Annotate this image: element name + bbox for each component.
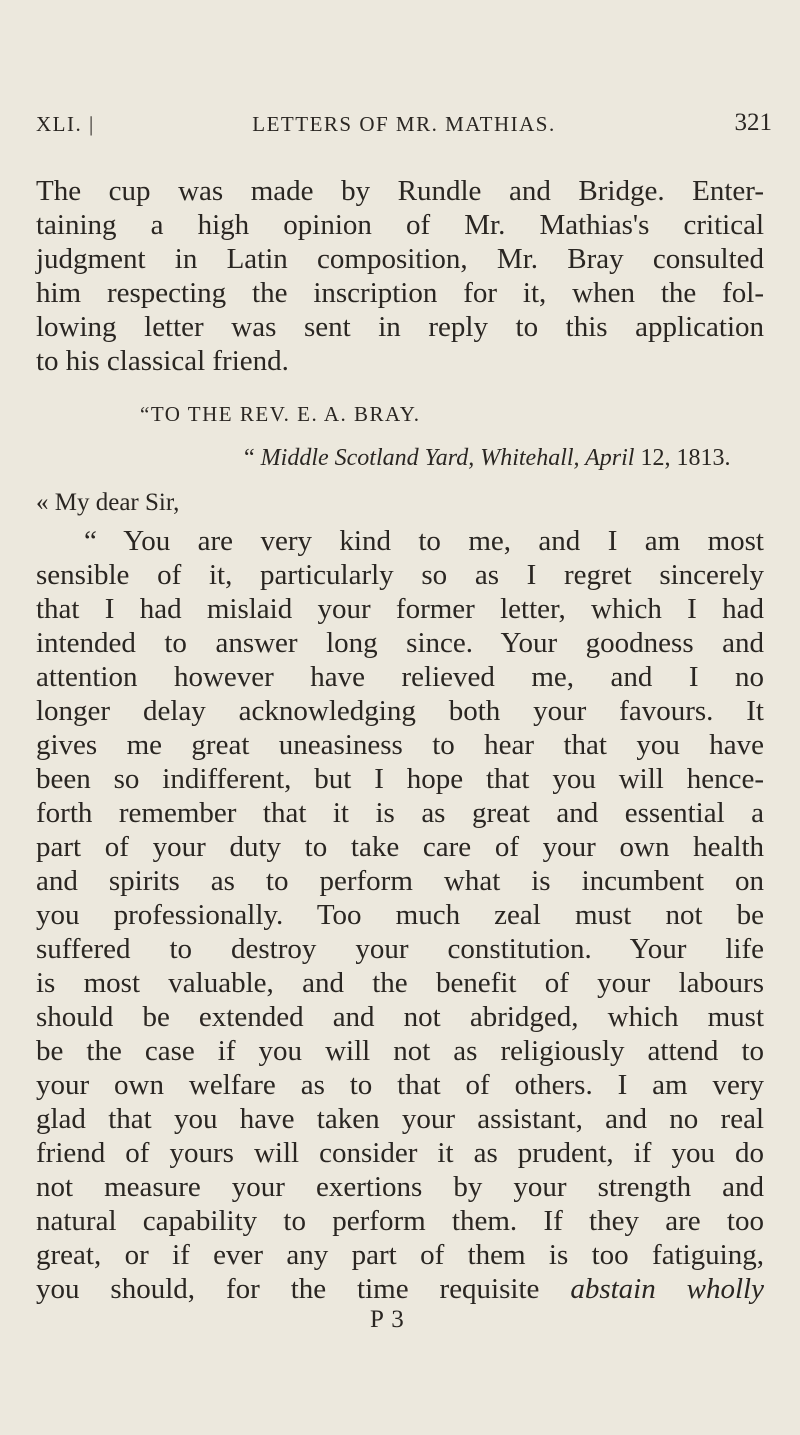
- letter-line: intended to answer long since. Your goodness and: [36, 627, 764, 659]
- running-title: LETTERS OF MR. MATHIAS.: [252, 112, 556, 136]
- intro-line: taining a high opinion of Mr. Mathias's critical: [36, 209, 764, 241]
- letter-line: part of your duty to take care of your own health: [36, 831, 764, 863]
- letter-line: longer delay acknowledging both your favours. It: [36, 695, 764, 727]
- letter-line: your own welfare as to that of others. I am very: [36, 1069, 764, 1101]
- letter-line-final: [36, 1272, 764, 1307]
- letter-line: attention however have relieved me, and I no: [36, 661, 764, 693]
- signature-mark: P 3: [370, 1306, 405, 1333]
- letter-line: sensible of it, particularly so as I regret sincerely: [36, 559, 764, 591]
- chapter-number: XLI. |: [36, 112, 95, 136]
- letter-line: you professionally. Too much zeal must not be: [36, 899, 764, 931]
- page-number: 321: [734, 109, 772, 136]
- letter-line: should be extended and not abridged, which must: [36, 1001, 764, 1033]
- intro-line: to his classical friend.: [36, 345, 289, 377]
- letter-line: been so indifferent, but I hope that you will hence-: [36, 763, 764, 795]
- dateline-quote: “: [244, 445, 261, 471]
- letter-line: not measure your exertions by your strength and: [36, 1171, 764, 1203]
- letter-line: and spirits as to perform what is incumbent on: [36, 865, 764, 897]
- letter-line: great, or if ever any part of them is too fatiguing,: [36, 1239, 764, 1271]
- letter-salutation: « My dear Sir,: [36, 489, 180, 516]
- intro-line: The cup was made by Rundle and Bridge. Enter-: [36, 175, 764, 207]
- dateline-date: 12, 1813.: [634, 445, 731, 471]
- letter-line: is most valuable, and the benefit of your labours: [36, 967, 764, 999]
- intro-line: him respecting the inscription for it, when the fol-: [36, 277, 764, 309]
- intro-line: lowing letter was sent in reply to this application: [36, 311, 764, 343]
- letter-line: that I had mislaid your former letter, which I had: [36, 593, 764, 625]
- final-line-text: you should, for the time requisite: [36, 1273, 571, 1305]
- letter-line: be the case if you will not as religiously attend to: [36, 1035, 764, 1067]
- letter-line: natural capability to perform them. If they are too: [36, 1205, 764, 1237]
- letter-dateline: [244, 445, 730, 472]
- letter-line: forth remember that it is as great and essential a: [36, 797, 764, 829]
- letter-line: glad that you have taken your assistant, and no real: [36, 1103, 764, 1135]
- final-line-italic: abstain wholly: [570, 1273, 764, 1305]
- running-header: [36, 109, 772, 146]
- letter-heading: “TO THE REV. E. A. BRAY.: [140, 402, 421, 426]
- letter-line: suffered to destroy your constitution. Your life: [36, 933, 764, 965]
- letter-line: gives me great uneasiness to hear that you have: [36, 729, 764, 761]
- dateline-place: Middle Scotland Yard, Whitehall, April: [260, 445, 635, 471]
- letter-line: friend of yours will consider it as prudent, if you do: [36, 1137, 764, 1169]
- letter-line: “ You are very kind to me, and I am most: [84, 525, 764, 557]
- intro-line: judgment in Latin composition, Mr. Bray consulted: [36, 243, 764, 275]
